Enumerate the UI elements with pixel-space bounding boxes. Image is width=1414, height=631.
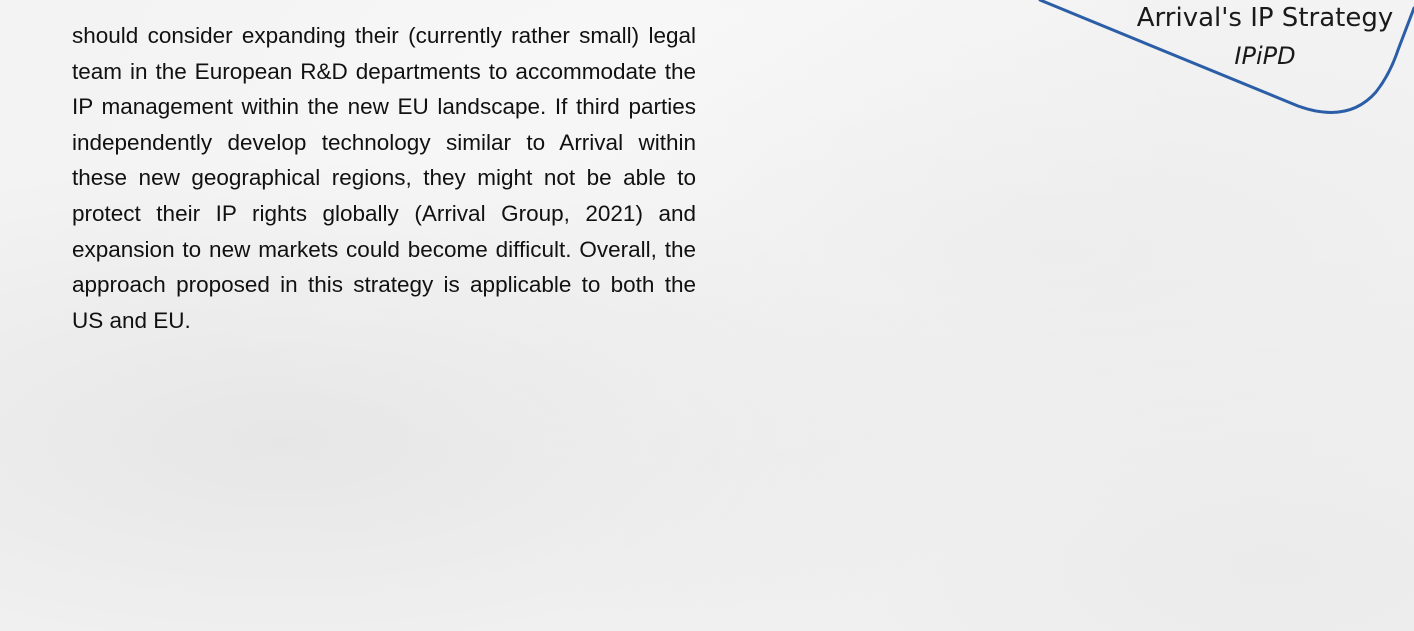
document-subtitle: IPiPD bbox=[1234, 42, 1296, 70]
document-title: Arrival's IP Strategy bbox=[1136, 3, 1394, 33]
body-paragraph: should consider expanding their (currently rather small) legal team in the European R&D departments to accommodate the IP management within the new EU landscape. If third parties independently develop technology similar to Arrival within these new geographical regions, they might not be able to protect their IP rights globally (Arrival Group, 2021) and expansion to new markets could become difficult. Overall, the approach proposed in this strategy is applicable to both the US and EU. bbox=[72, 23, 696, 333]
